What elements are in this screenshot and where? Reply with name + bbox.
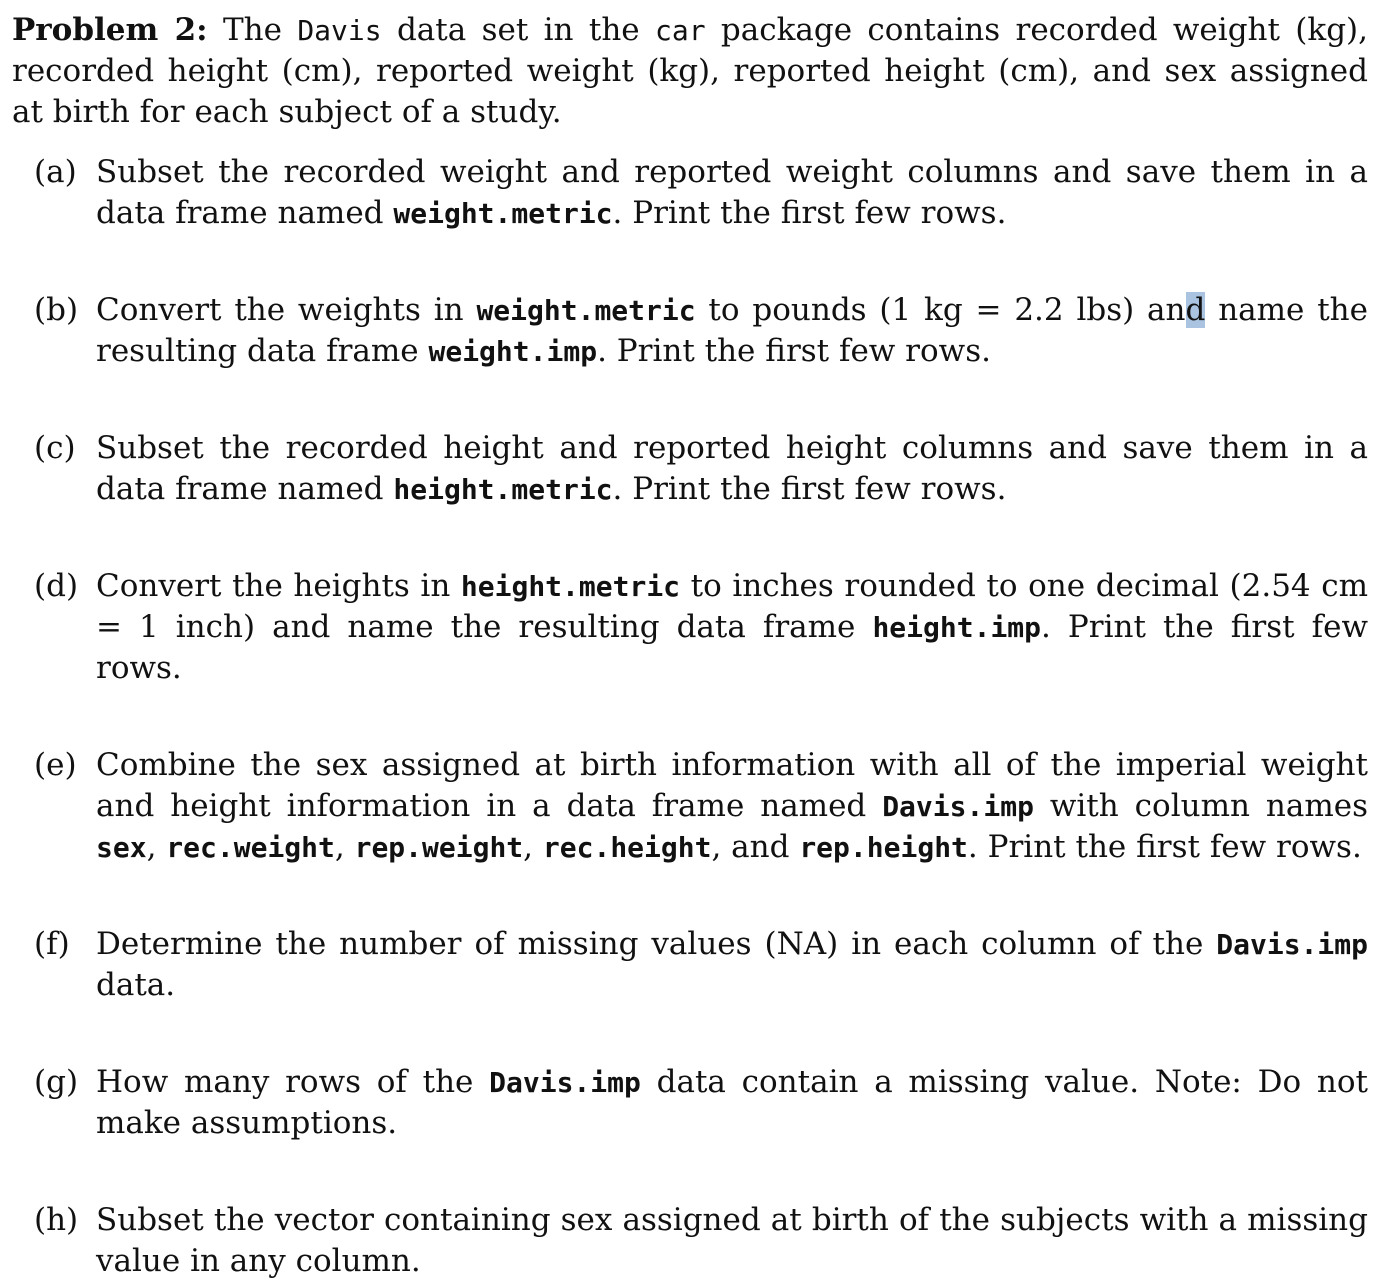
part-e-text-4: , <box>334 829 355 865</box>
part-e-text-7: . Print the first few rows. <box>967 829 1362 865</box>
part-b-text-3: name the resulting data frame <box>96 292 1368 369</box>
code-sex: sex <box>96 831 147 864</box>
part-f-label: (f) <box>34 926 70 962</box>
code-car: car <box>655 14 706 47</box>
code-weight-metric: weight.metric <box>393 197 613 230</box>
part-f-text-1: Determine the number of missing values (NA) in each column of the <box>96 926 1217 962</box>
part-c-text-1: Subset the recorded height and reported height columns and save them in a data frame named <box>96 430 1368 507</box>
code-weight-metric: weight.metric <box>476 294 696 327</box>
part-e-text-2: with column names <box>1033 788 1368 824</box>
code-height-imp: height.imp <box>872 611 1042 644</box>
code-height-metric: height.metric <box>393 473 613 506</box>
part-b-text-2: to pounds (1 kg = 2.2 lbs) an <box>695 292 1186 328</box>
code-davis-imp: Davis.imp <box>882 790 1034 823</box>
code-rep-weight: rep.weight <box>354 831 524 864</box>
code-rep-height: rep.height <box>799 831 968 864</box>
problem-heading: Problem 2: <box>12 12 208 48</box>
part-f-text-2: data. <box>96 967 176 1003</box>
part-e-text-1: Combine the sex assigned at birth information with all of the imperial weight and height information in a data frame named <box>96 747 1368 824</box>
problem-document <box>12 10 1368 1282</box>
part-d-label: (d) <box>34 568 79 604</box>
part-g-text-2: data contain a missing value. Note: Do not make assumptions. <box>96 1064 1368 1141</box>
part-c-label: (c) <box>34 430 76 466</box>
intro-text-2: data set in the <box>381 12 655 48</box>
part-a-text-2: . Print the first few rows. <box>612 195 1007 231</box>
part-e-text-3: , <box>146 829 167 865</box>
part-h-text-1: Subset the vector containing sex assigned at birth of the subjects with a missing value in any column. <box>96 1202 1368 1279</box>
code-davis-imp: Davis.imp <box>1216 928 1368 961</box>
code-height-metric: height.metric <box>460 570 681 603</box>
part-b-text-4: . Print the first few rows. <box>597 333 991 369</box>
part-e-text-5: , <box>523 829 543 865</box>
text-selection-highlight[interactable]: d <box>1185 292 1206 328</box>
part-b-label: (b) <box>34 292 79 328</box>
part-a <box>12 152 1368 234</box>
part-a-text-1: Subset the recorded weight and reported weight columns and save them in a data frame named <box>96 154 1368 231</box>
part-h <box>12 1200 1368 1282</box>
part-f <box>12 924 1368 1006</box>
part-b <box>12 290 1368 372</box>
code-davis: Davis <box>297 14 382 47</box>
part-b-text-1: Convert the weights in <box>96 292 477 328</box>
code-davis-imp: Davis.imp <box>489 1066 641 1099</box>
part-e-text-6: , and <box>711 829 800 865</box>
part-c <box>12 428 1368 510</box>
part-d-text-1: Convert the heights in <box>96 568 461 604</box>
part-g <box>12 1062 1368 1144</box>
part-g-text-1: How many rows of the <box>96 1064 490 1100</box>
problem-intro <box>12 10 1368 133</box>
part-e <box>12 745 1368 868</box>
part-d-text-3: . Print the first few rows. <box>96 609 1368 686</box>
part-e-label: (e) <box>34 747 77 783</box>
part-d <box>12 566 1368 689</box>
code-rec-height: rec.height <box>542 831 712 864</box>
intro-text-1: The <box>207 12 298 48</box>
part-a-label: (a) <box>34 154 77 190</box>
code-rec-weight: rec.weight <box>166 831 335 864</box>
part-c-text-2: . Print the first few rows. <box>612 471 1007 507</box>
part-h-label: (h) <box>34 1202 79 1238</box>
code-weight-imp: weight.imp <box>428 335 598 368</box>
part-d-text-2: to inches rounded to one decimal (2.54 cm = 1 inch) and name the resulting data frame <box>96 568 1369 645</box>
part-g-label: (g) <box>34 1064 79 1100</box>
intro-text-3: package contains recorded weight (kg), recorded height (cm), reported weight (kg), reported height (cm), and sex assigned at birth for each subject of a study. <box>12 12 1368 130</box>
